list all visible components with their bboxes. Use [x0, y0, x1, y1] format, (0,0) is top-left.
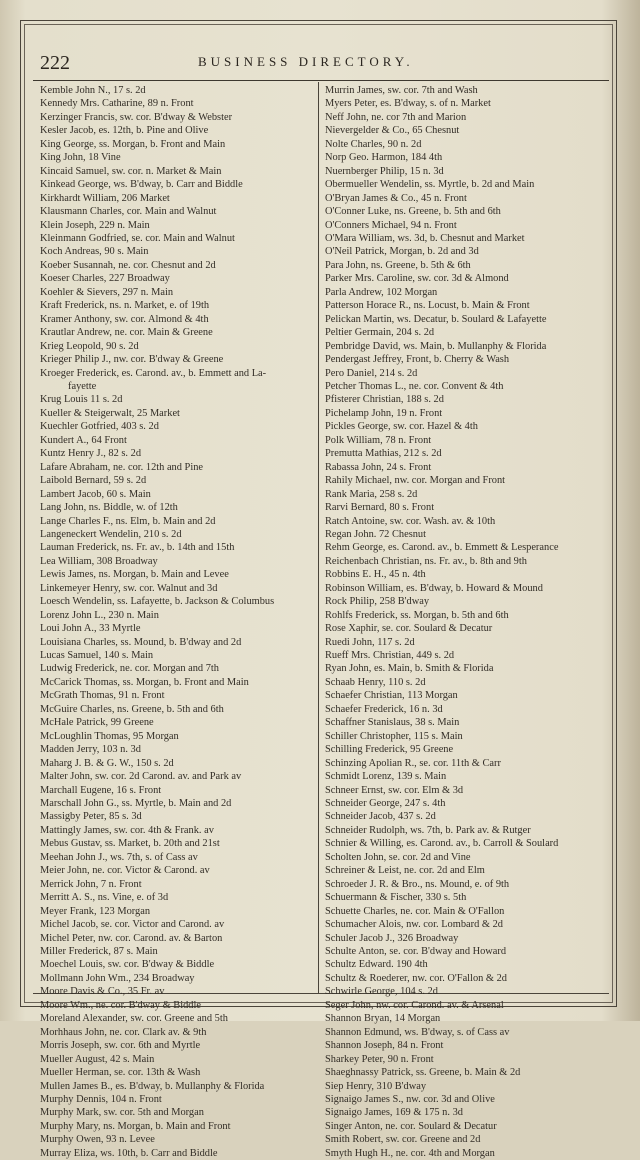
directory-entry: Massigby Peter, 85 s. 3d [40, 811, 142, 823]
directory-entry: O'Conners Michael, 94 n. Front [325, 219, 457, 231]
directory-entry: Kueller & Steigerwalt, 25 Market [40, 407, 180, 419]
directory-entry: Kemble John N., 17 s. 2d [40, 85, 146, 96]
directory-entry: Smith Robert, sw. cor. Greene and 2d [325, 1134, 481, 1146]
directory-entry: Shaeghnassy Patrick, ss. Greene, b. Main & 2d [325, 1067, 521, 1079]
directory-entry: Schuermann & Fischer, 330 s. 5th [325, 892, 467, 904]
directory-entry: Lafare Abraham, ne. cor. 12th and Pine [40, 461, 204, 473]
directory-entry: Pelickan Martin, ws. Decatur, b. Soulard & Lafayette [325, 313, 547, 325]
directory-entry: Krieger Philip J., nw. cor. B'dway & Greene [40, 354, 224, 366]
directory-entry: Mebus Gustav, ss. Market, b. 20th and 21st [40, 838, 220, 850]
directory-entry: Schaab Henry, 110 s. 2d [325, 676, 426, 688]
directory-entry: Merrick John, 7 n. Front [40, 878, 142, 890]
directory-entry: O'Mara William, ws. 3d, b. Chesnut and Market [325, 232, 525, 244]
directory-entry: Pero Daniel, 214 s. 2d [325, 367, 418, 379]
directory-entry: Schumacher Alois, nw. cor. Lombard & 2d [325, 919, 503, 931]
directory-entry: fayette [68, 380, 97, 392]
directory-entry: Rank Maria, 258 s. 2d [325, 488, 418, 500]
directory-entry: Lucas Samuel, 140 s. Main [40, 650, 154, 662]
directory-entry: Laibold Bernard, 59 s. 2d [40, 475, 147, 487]
directory-entry: Kundert A., 64 Front [40, 434, 127, 446]
directory-entry: Kerzinger Francis, sw. cor. B'dway & Webster [40, 111, 233, 123]
directory-entry: Schuler Jacob J., 326 Broadway [325, 932, 459, 944]
directory-entry: McGrath Thomas, 91 n. Front [40, 690, 165, 702]
directory-entry: Loesch Wendelin, ss. Lafayette, b. Jackson & Columbus [40, 596, 275, 608]
page-header [38, 48, 608, 76]
directory-entry: Marchall Eugene, 16 s. Front [40, 784, 162, 796]
directory-entry: Morhhaus John, ne. cor. Clark av. & 9th [40, 1026, 207, 1038]
directory-entry: Shannon Edmund, ws. B'dway, s. of Cass av [325, 1026, 510, 1038]
directory-entry: Smyth Hugh H., ne. cor. 4th and Morgan [325, 1147, 495, 1159]
page-number: 222 [40, 52, 70, 74]
directory-entry: Mullen James B., es. B'dway, b. Mullanphy & Florida [40, 1080, 265, 1092]
directory-entry: Krug Louis 11 s. 2d [40, 394, 123, 406]
directory-entry: Regan John. 72 Chesnut [325, 528, 427, 540]
directory-entry: Ryan John, es. Main, b. Smith & Florida [325, 663, 494, 675]
directory-entry: Premutta Mathias, 212 s. 2d [325, 448, 442, 460]
directory-entry: Linkemeyer Henry, sw. cor. Walnut and 3d [40, 582, 218, 594]
directory-entry: Neff John, ne. cor 7th and Marion [325, 111, 467, 123]
directory-entry: Peltier Germain, 204 s. 2d [325, 327, 435, 339]
directory-entry: Nievergelder & Co., 65 Chesnut [325, 125, 460, 137]
directory-entry: Schultz Edward. 190 4th [325, 959, 428, 971]
directory-entry: McHale Patrick, 99 Greene [40, 717, 154, 729]
directory-entry: Sharkey Peter, 90 n. Front [325, 1053, 434, 1065]
directory-entry: Koch Andreas, 90 s. Main [40, 246, 149, 258]
directory-entry: Krautlar Andrew, ne. cor. Main & Greene [40, 327, 213, 339]
directory-entry: Schwirle George, 104 s. 2d [325, 986, 438, 998]
directory-entry: Mueller August, 42 s. Main [40, 1053, 155, 1065]
directory-entry: Klausmann Charles, cor. Main and Walnut [40, 206, 217, 218]
directory-entry: Norp Geo. Harmon, 184 4th [325, 152, 443, 164]
directory-entry: Rarvi Bernard, 80 s. Front [325, 502, 435, 514]
directory-entry: McGuire Charles, ns. Greene, b. 5th and 6th [40, 703, 224, 715]
directory-entry: Meehan John J., ws. 7th, s. of Cass av [40, 851, 198, 863]
directory-entry: Petcher Thomas L., ne. cor. Convent & 4th [325, 380, 504, 392]
directory-entry: Kleinmann Godfried, se. cor. Main and Walnut [40, 232, 235, 244]
running-head: BUSINESS DIRECTORY. [198, 54, 414, 69]
directory-entry: O'Bryan James & Co., 45 n. Front [325, 192, 467, 204]
directory-entry: Signaigo James, 169 & 175 n. 3d [325, 1107, 463, 1119]
directory-entry: Pickles George, sw. cor. Hazel & 4th [325, 421, 478, 433]
directory-entry: Kennedy Mrs. Catharine, 89 n. Front [40, 98, 194, 110]
directory-entry: Michel Jacob, se. cor. Victor and Carond. av [40, 919, 225, 931]
directory-entry: Schultz & Roederer, nw. cor. O'Fallon & 2d [325, 972, 508, 984]
directory-entry: Kesler Jacob, es. 12th, b. Pine and Olive [40, 125, 209, 137]
directory-entry: Lea William, 308 Broadway [40, 555, 158, 567]
directory-entry: Kuntz Henry J., 82 s. 2d [40, 448, 142, 460]
directory-entry: Louisiana Charles, ss. Mound, b. B'dway and 2d [40, 636, 242, 648]
column-divider [318, 82, 319, 994]
directory-entry: Marschall John G., ss. Myrtle, b. Main and 2d [40, 798, 232, 810]
directory-entry: Schreiner & Leist, ne. cor. 2d and Elm [325, 865, 485, 877]
directory-entry: Pfisterer Christian, 188 s. 2d [325, 394, 444, 406]
directory-entry: Miller Frederick, 87 s. Main [40, 946, 158, 957]
directory-entry: Kincaid Samuel, sw. cor. n. Market & Main [40, 165, 222, 177]
directory-entry: McCarick Thomas, ss. Morgan, b. Front and Main [40, 676, 249, 688]
directory-entry: King George, ss. Morgan, b. Front and Main [40, 138, 226, 150]
directory-entry: Schulte Anton, se. cor. B'dway and Howard [325, 946, 507, 957]
directory-entry: Lorenz John L., 230 n. Main [40, 609, 159, 621]
directory-entry: Loui John A., 33 Myrtle [40, 623, 141, 635]
directory-entry: Seger John, nw. cor. Carond. av. & Arsenal [325, 999, 504, 1011]
directory-entry: Scholten John, se. cor. 2d and Vine [325, 851, 471, 863]
directory-entry: O'Neil Patrick, Morgan, b. 2d and 3d [325, 246, 479, 258]
directory-entry: Moore Davis & Co., 35 Fr. av [40, 986, 165, 998]
directory-entry: Kroeger Frederick, es. Carond. av., b. Emmett and La- [40, 367, 267, 379]
directory-entry: Mueller Herman, se. cor. 13th & Wash [40, 1067, 201, 1079]
directory-entry: Moechel Louis, sw. cor. B'dway & Biddle [40, 959, 215, 971]
directory-entry: Langeneckert Wendelin, 210 s. 2d [40, 528, 182, 540]
directory-entry: Krieg Leopold, 90 s. 2d [40, 340, 139, 352]
directory-entry: Meyer Frank, 123 Morgan [40, 905, 151, 917]
directory-entry: Meier John, ne. cor. Victor & Carond. av [40, 865, 210, 877]
directory-entry: Pendergast Jeffrey, Front, b. Cherry & Wash [325, 354, 510, 366]
directory-entry: Pichelamp John, 19 n. Front [325, 407, 443, 419]
directory-entry: Patterson Horace R., ns. Locust, b. Main & Front [325, 300, 530, 312]
directory-entry: Murphy Mary, ns. Morgan, b. Main and Front [40, 1120, 231, 1132]
directory-entry: Polk William, 78 n. Front [325, 434, 432, 446]
directory-entry: Murphy Owen, 93 n. Levee [40, 1134, 155, 1146]
directory-entry: Rahily Michael, nw. cor. Morgan and Front [325, 475, 506, 487]
directory-entry: Singer Anton, ne. cor. Soulard & Decatur [325, 1120, 497, 1132]
left-column [40, 84, 312, 1160]
directory-entry: Kuechler Gotfried, 403 s. 2d [40, 421, 159, 433]
directory-entry: Parker Mrs. Caroline, sw. cor. 3d & Almond [325, 273, 509, 285]
directory-entry: Reichenbach Christian, ns. Fr. av., b. 8th and 9th [325, 555, 527, 567]
directory-entry: Moreland Alexander, sw. cor. Greene and 5th [40, 1013, 228, 1025]
directory-entry: Kirkhardt William, 206 Market [40, 192, 170, 204]
directory-entry: Schneider Rudolph, ws. 7th, b. Park av. & Rutger [325, 824, 531, 836]
directory-entry: Schneider Jacob, 437 s. 2d [325, 811, 436, 823]
directory-entry: Para John, ns. Greene, b. 5th & 6th [325, 259, 471, 271]
directory-entry: Murrin James, sw. cor. 7th and Wash [325, 85, 478, 96]
directory-entry: Siep Henry, 310 B'dway [325, 1080, 427, 1092]
directory-entry: Obermueller Wendelin, ss. Myrtle, b. 2d and Main [325, 179, 535, 191]
directory-entry: Ratch Antoine, sw. cor. Wash. av. & 10th [325, 515, 496, 527]
directory-entry: Robbins E. H., 45 n. 4th [325, 569, 426, 581]
header-rule [33, 80, 609, 81]
directory-entry: Mattingly James, sw. cor. 4th & Frank. av [40, 824, 214, 836]
right-column [325, 84, 611, 1160]
directory-entry: Murphy Dennis, 104 n. Front [40, 1093, 162, 1105]
directory-entry: Lang John, ns. Biddle, w. of 12th [40, 502, 178, 514]
directory-entry: Madden Jerry, 103 n. 3d [40, 744, 141, 756]
directory-entry: Murray Eliza, ws. 10th, b. Carr and Biddle [40, 1147, 218, 1159]
directory-entry: Schneider George, 247 s. 4th [325, 798, 446, 810]
directory-entry: Schiller Christopher, 115 s. Main [325, 730, 463, 742]
directory-entry: Morris Joseph, sw. cor. 6th and Myrtle [40, 1040, 201, 1052]
directory-entry: Rehm George, es. Carond. av., b. Emmett & Lesperance [325, 542, 559, 554]
directory-entry: Michel Peter, nw. cor. Carond. av. & Barton [40, 932, 223, 944]
directory-entry: Schilling Frederick, 95 Greene [325, 744, 454, 756]
directory-entry: Shannon Joseph, 84 n. Front [325, 1040, 444, 1052]
directory-entry: Schnier & Willing, es. Carond. av., b. Carroll & Soulard [325, 838, 559, 850]
directory-entry: Koeser Charles, 227 Broadway [40, 273, 170, 285]
directory-entry: Schroeder J. R. & Bro., ns. Mound, e. of 9th [325, 878, 510, 890]
directory-entry: Schaefer Frederick, 16 n. 3d [325, 703, 443, 715]
directory-entry: Mollmann John Wm., 234 Broadway [40, 972, 195, 984]
directory-entry: Murphy Mark, sw. cor. 5th and Morgan [40, 1107, 204, 1119]
directory-entry: Shannon Bryan, 14 Morgan [325, 1013, 441, 1025]
directory-entry: Signaigo James S., nw. cor. 3d and Olive [325, 1093, 495, 1105]
directory-entry: Maharg J. B. & G. W., 150 s. 2d [40, 757, 174, 769]
directory-entry: Moore Wm., ne. cor. B'dway & Biddle [40, 999, 201, 1011]
directory-entry: Lange Charles F., ns. Elm, b. Main and 2d [40, 515, 216, 527]
directory-entry: Rock Philip, 258 B'dway [325, 596, 430, 608]
directory-entry: Lauman Frederick, ns. Fr. av., b. 14th and 15th [40, 542, 235, 554]
directory-entry: Kramer Anthony, sw. cor. Almond & 4th [40, 313, 209, 325]
directory-entry: Kinkead George, ws. B'dway, b. Carr and Biddle [40, 179, 243, 191]
directory-entry: O'Conner Luke, ns. Greene, b. 5th and 6th [325, 206, 501, 218]
directory-entry: Schmidt Lorenz, 139 s. Main [325, 771, 447, 783]
directory-entry: King John, 18 Vine [40, 152, 121, 164]
directory-entry: Lambert Jacob, 60 s. Main [40, 488, 151, 500]
directory-entry: Schaffner Stanislaus, 38 s. Main [325, 717, 460, 729]
directory-entry: Pembridge David, ws. Main, b. Mullanphy & Florida [325, 340, 547, 352]
directory-entry: Koeber Susannah, ne. cor. Chesnut and 2d [40, 259, 216, 271]
directory-entry: Rueff Mrs. Christian, 449 s. 2d [325, 650, 455, 662]
directory-entry: Rose Xaphir, se. cor. Soulard & Decatur [325, 623, 493, 635]
directory-entry: Schinzing Apolian R., se. cor. 11th & Carr [325, 757, 501, 769]
directory-entry: Merritt A. S., ns. Vine, e. of 3d [40, 892, 169, 904]
directory-entry: Nolte Charles, 90 n. 2d [325, 138, 422, 150]
directory-entry: Malter John, sw. cor. 2d Carond. av. and Park av [40, 771, 242, 783]
directory-entry: Rohlfs Frederick, ss. Morgan, b. 5th and 6th [325, 609, 509, 621]
directory-entry: Nuernberger Philip, 15 n. 3d [325, 165, 444, 177]
directory-entry: Schneer Ernst, sw. cor. Elm & 3d [325, 784, 464, 796]
directory-entry: Kraft Frederick, ns. n. Market, e. of 19th [40, 300, 210, 312]
directory-entry: Klein Joseph, 229 n. Main [40, 219, 150, 231]
directory-entry: Parla Andrew, 102 Morgan [325, 286, 438, 298]
directory-entry: Ludwig Frederick, ne. cor. Morgan and 7th [40, 663, 220, 675]
directory-entry: Robinson William, es. B'dway, b. Howard & Mound [325, 582, 543, 594]
directory-entry: Ruedi John, 117 s. 2d [325, 636, 415, 648]
directory-entry: McLoughlin Thomas, 95 Morgan [40, 730, 179, 742]
directory-entry: Lewis James, ns. Morgan, b. Main and Levee [40, 569, 229, 581]
directory-entry: Schuette Charles, ne. cor. Main & O'Fallon [325, 905, 505, 917]
directory-entry: Myers Peter, es. B'dway, s. of n. Market [325, 98, 491, 110]
directory-entry: Schaefer Christian, 113 Morgan [325, 690, 458, 702]
directory-entry: Rabassa John, 24 s. Front [325, 461, 432, 473]
directory-entry: Koehler & Sievers, 297 n. Main [40, 286, 174, 298]
